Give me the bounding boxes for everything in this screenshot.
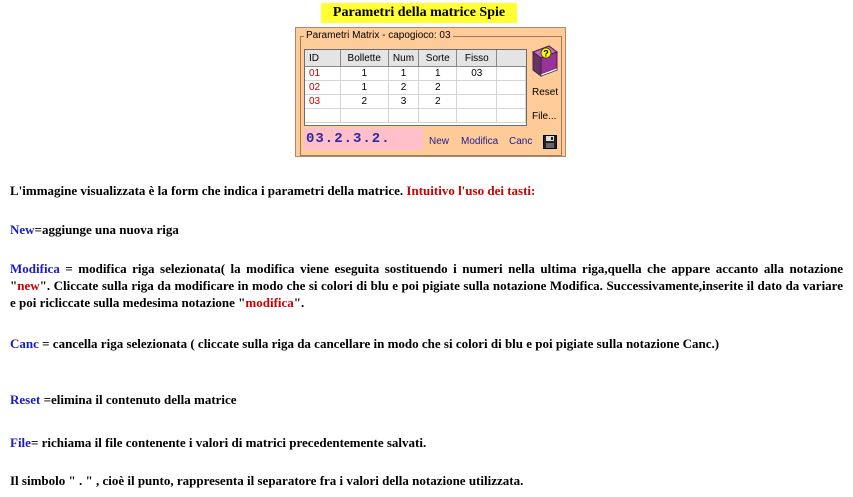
table-row[interactable] xyxy=(305,95,526,109)
cell-bollette[interactable]: 2 xyxy=(340,95,388,109)
cell-fisso[interactable]: 03 xyxy=(457,67,497,81)
file-button[interactable]: File... xyxy=(532,111,557,122)
reset-button[interactable]: Reset xyxy=(532,87,559,98)
cell-id[interactable] xyxy=(305,109,340,123)
matrix-grid[interactable] xyxy=(304,49,527,126)
help-book-icon[interactable] xyxy=(529,44,559,78)
cell-filler xyxy=(497,67,526,81)
cell-sorte[interactable]: 2 xyxy=(419,81,457,95)
cell-sorte[interactable]: 1 xyxy=(419,67,457,81)
file-keyword: File xyxy=(10,435,31,450)
new-keyword: New xyxy=(10,222,35,237)
new-description: =aggiunge una nuova riga xyxy=(34,222,179,237)
cell-num[interactable] xyxy=(388,109,418,123)
matrix-form xyxy=(295,27,566,157)
modifica-keyword: Modifica xyxy=(10,261,60,276)
canc-keyword: Canc xyxy=(10,336,39,351)
column-header-filler xyxy=(497,50,526,67)
table-row-empty[interactable] xyxy=(305,109,526,123)
cell-num[interactable]: 2 xyxy=(388,81,418,95)
cell-id[interactable]: 02 xyxy=(305,81,340,95)
cell-fisso[interactable] xyxy=(457,81,497,95)
new-button[interactable]: New xyxy=(429,136,450,147)
intro-paragraph xyxy=(10,182,843,199)
cell-num[interactable]: 1 xyxy=(388,67,418,81)
symbol-paragraph: Il simbolo " . " , cioè il punto, rappresenta il separatore fra i valori della notazione utilizzata. xyxy=(10,473,524,488)
canc-paragraph xyxy=(10,335,843,352)
cell-num[interactable]: 3 xyxy=(388,95,418,109)
cell-id[interactable]: 03 xyxy=(305,95,340,109)
column-header-bollette[interactable]: Bollette xyxy=(340,50,388,67)
floppy-disk-icon[interactable] xyxy=(543,135,557,149)
cell-bollette[interactable]: 1 xyxy=(340,81,388,95)
modifica-new-highlight: new xyxy=(17,278,40,293)
cell-id[interactable]: 01 xyxy=(305,67,340,81)
cell-bollette[interactable] xyxy=(340,109,388,123)
page-title: Parametri della matrice Spie xyxy=(321,3,517,23)
grid-header-row xyxy=(305,50,526,67)
column-header-sorte[interactable]: Sorte xyxy=(419,50,457,67)
groupbox-label: Parametri Matrix - capogioco: 03 xyxy=(306,30,451,41)
modifica-description-2: ". Cliccate sulla riga da modificare in modo che si colori di blu e poi pigiate sulla notazione Modifica. Successivamente,inserite il dato da variare e poi ricliccate sulla medesima notazione " xyxy=(10,278,843,310)
modifica-modifica-highlight: modifica xyxy=(245,295,294,310)
cell-filler xyxy=(497,81,526,95)
table-row[interactable] xyxy=(305,81,526,95)
notation-field[interactable]: 03.2.3.2. xyxy=(304,128,423,150)
cell-sorte[interactable]: 2 xyxy=(419,95,457,109)
file-paragraph xyxy=(10,434,843,451)
modifica-description-1: = modifica riga selezionata( la modifica viene eseguita sostituendo i numeri nella ultima riga,quella che appare accanto alla notazione " xyxy=(10,261,843,293)
cell-filler xyxy=(497,95,526,109)
new-paragraph xyxy=(10,221,843,238)
cell-fisso[interactable] xyxy=(457,109,497,123)
column-header-fisso[interactable]: Fisso xyxy=(457,50,497,67)
cell-filler xyxy=(497,109,526,123)
cell-sorte[interactable] xyxy=(419,109,457,123)
column-header-num[interactable]: Num xyxy=(388,50,418,67)
table-row[interactable] xyxy=(305,67,526,81)
reset-paragraph xyxy=(10,391,843,408)
canc-button[interactable]: Canc xyxy=(509,136,533,147)
file-description: = richiama il file contenente i valori di matrici precedentemente salvati. xyxy=(30,435,427,450)
svg-text:?: ? xyxy=(543,48,549,59)
reset-description: =elimina il contenuto della matrice xyxy=(40,392,237,407)
reset-keyword: Reset xyxy=(10,392,41,407)
column-header-id[interactable]: ID xyxy=(305,50,340,67)
intro-highlight: Intuitivo l'uso dei tasti: xyxy=(406,183,536,198)
canc-description: = cancella riga selezionata ( cliccate sulla riga da cancellare in modo che si colori di blu e poi pigiate sulla notazione Canc.) xyxy=(38,336,720,351)
modifica-paragraph xyxy=(10,260,843,311)
cell-fisso[interactable] xyxy=(457,95,497,109)
modifica-description-3: ". xyxy=(293,295,305,310)
intro-text: L'immagine visualizzata è la form che indica i parametri della matrice. xyxy=(10,183,404,198)
modifica-button[interactable]: Modifica xyxy=(461,136,499,147)
cell-bollette[interactable]: 1 xyxy=(340,67,388,81)
